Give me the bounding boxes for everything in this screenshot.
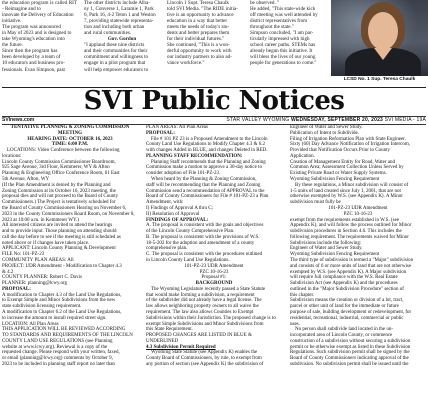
notice-line: Creation of Management Entity for Road, Water and (290, 159, 396, 165)
article-line: school career paths. STEMs has (250, 42, 316, 49)
notice-line: Appendix K), and will follow the process outlined for Minor (290, 223, 412, 229)
article-line: "I applaud these nine districts (84, 42, 145, 49)
notice-line: PROPOSAL: (146, 130, 175, 136)
notice-line: construction of a subdivision without securing a subdivision (290, 338, 411, 344)
issue-date: WEDNESDAY, SEPTEMBER 20, 2023 (291, 117, 384, 123)
article-line: told SVI Media. "The RIDE initia- (167, 6, 238, 13)
notice-line: locations: (2, 153, 22, 159)
article-line: Lincoln 1 Supt. Teresa Chaulk (167, 0, 229, 6)
notice-line: All interested citizens are invited to attend the hearings (2, 223, 113, 229)
article-line: derful opportunity to work with (167, 48, 232, 55)
article-line: education in a way that better (167, 18, 228, 25)
notice-line: of the Lincoln County Comprehensive Plan. (146, 229, 235, 235)
notice-line: A modification to Chapter 4.3 of the Land Use Regulations, (2, 292, 122, 298)
notice-line: to Exempt Simple and Minor Subdivisions from the new (2, 298, 116, 304)
article-line: for their individual futures." (167, 36, 225, 43)
notice-line: Board of County Commissioners indicating approval of the (290, 356, 409, 362)
article-line: the future. (2, 42, 23, 49)
notice-line: TENTATIVE PLANNING & ZONING COMMISSION (10, 125, 130, 130)
notice-line: 1-5 units of land created since July 1, 2001, that are not (290, 188, 401, 194)
photo-caption: LCSD No. 1 Sup. Teresa Chaulk (343, 77, 416, 82)
article-line: meets the needs of today's stu- (167, 24, 230, 31)
notice-line: PROPOSAL: (2, 286, 31, 292)
notice-line: Wyoming Subdivision Fencing Requirement (290, 177, 380, 183)
notice-line: Existing Private Road or Water Supply Systems. (290, 171, 387, 177)
notice-line: subdivision. No subdivision permit shall be issued until the (290, 362, 409, 368)
notice-line: COUNTY LAND USE REGULATIONS (see Planning (2, 338, 113, 344)
notice-line: requested change. Please respond with your written, faxed, (2, 350, 120, 356)
notice-line: 4.3 Subdivision Permit Required (146, 344, 216, 350)
notice-line: Subdivision means the creation or division of a lot, tract, (290, 298, 404, 304)
notice-line: Wyoming State Statute (see Appendix K) enables the (151, 350, 258, 356)
notice-line: otherwise exempted by W.S. (see Appendix K). A Minor (290, 194, 403, 200)
article-column-2 (84, 0, 160, 73)
section-masthead: SVI Public Notices (83, 86, 345, 116)
article-line: off meeting was well attended by (250, 12, 318, 19)
article-line: take Wyoming's education into (2, 36, 65, 43)
notice-line: law allows neighboring property owners to all waive the (146, 304, 259, 310)
notice-line: Wyoming Subdivision Fencing Requirement (290, 252, 380, 258)
notice-line: Commission send a recommendation of APPROVAL to the (146, 188, 265, 194)
article-line: the education program is called RIT - Reimagine and to (2, 0, 77, 13)
notice-line: Provided that Notification Occurs Prior to County (290, 148, 390, 154)
article-line: 7, providing statewide representa- (84, 18, 154, 25)
notice-line: requirement. The law also allows Counties to Exempt (146, 310, 254, 315)
notice-line: FILE No: 101-PZ-23 (2, 252, 45, 258)
article-line: engage in a pilot program that (84, 60, 146, 67)
article-line: Gov. Gordon (107, 36, 137, 43)
notice-line: 2023 in the County Commissioners Board Room, on November 8, (2, 211, 135, 217)
notice-line: parcel or other unit of land for the immediate or future (290, 304, 399, 310)
notice-line: Sixty (60) Day Advance Notification of Irrigation Intercom, (290, 142, 410, 148)
notice-line: outlined in the "Major Subdivision Procedure" section of (290, 286, 404, 292)
notice-line: purpose of sale, building development or redevelopment, for (290, 310, 412, 315)
notice-line: The third type of subdivision is termed a "Major" subdivision (290, 257, 414, 263)
article-line: tion and including both urban (84, 24, 145, 31)
article-line: people for generations to come." (250, 60, 317, 67)
notice-line: Subdivisions include the following: (290, 240, 362, 246)
notice-line: with changes Added in BLUE, and changes Deleted in RED. (146, 148, 268, 154)
article-line: The program was announced (2, 24, 61, 31)
notice-line: LOCATION: All Plan Areas (2, 321, 59, 327)
folio-info (226, 117, 426, 124)
paper-name: STAR VALLEY WYOMING (226, 117, 290, 123)
notice-line: I) Findings of Approval A thru C; (146, 205, 213, 211)
article-line: already begun this initiative. It (250, 48, 313, 55)
notice-line: The Wyoming Legislature recently passed a State Statute (151, 286, 266, 292)
notice-line: Filing of Irrigation Reformation Plan with State Engineer. (290, 136, 406, 142)
notice-line: any portion of section (see Appendix K) the subdivision of (146, 362, 264, 368)
notice-line: this chapter. (290, 292, 315, 298)
notice-line: A modification to Chapter 6.2 of the Land Use Regulations, (2, 310, 122, 315)
notice-line: subdivision procedures in Section 4.6. This includes the (290, 229, 402, 235)
notice-line: TO STANDARDS AND REQUIREMENTS OF THE LINCOLN (2, 333, 133, 339)
article-line: and rural communities. (84, 30, 132, 37)
notice-line: following requirement. The requirements waived for Minor (290, 234, 409, 240)
notice-line: staff will be recommending that the Planning and Zoning (146, 182, 261, 188)
article-line: 6, Park 16, 4-2 Teton 1 and Weston (84, 12, 156, 19)
notice-line: By these regulations, a Minor subdivision will consist of (295, 182, 409, 188)
notice-line: No person shall subdivide land located in the un- (295, 327, 394, 333)
notice-column-2 (146, 125, 282, 400)
folio-bar (2, 116, 426, 125)
notice-line: Engineer of Water and Sewer Study. (290, 246, 363, 252)
notice-line: (If the Plan Amendment is denied by the Planning and (2, 182, 111, 188)
article-line: district representatives from (250, 18, 308, 25)
notice-line: PLANNING STAFF RECOMMENDATION: (146, 153, 243, 159)
article-line: Since then the program has (2, 48, 58, 55)
article-line: The other districts include Alba- (84, 0, 150, 6)
article-column-1 (2, 0, 77, 73)
notice-line: and to provide input. Those planning on attending should (2, 229, 117, 235)
page-section: SVI MEDIA - 19A (384, 117, 426, 123)
article-column-3 (167, 0, 243, 67)
notice-line: PZC 10-16-23 (199, 269, 229, 275)
article-line: 10 educators and business pro- (2, 60, 65, 67)
notice-line: B. The proposal is consistent with the provisions of W.S. (146, 234, 260, 240)
notice-line: County Land Use Regulations to Modify Chapter 4.3 & 6.2 (146, 142, 266, 148)
notice-line: HEARING DATE: OCTOBER 16, 2023 (27, 136, 113, 142)
notice-line: this State Requirement. (146, 327, 193, 333)
article-line: tive is an opportunity to advance (167, 12, 234, 19)
notice-line: Amendment, with: (146, 200, 184, 206)
notice-line: exempt from the requirements established in W.S. (see (290, 217, 400, 223)
notice-line: Subdivisions within their Jurisdiction. The proposed change is to (146, 315, 276, 321)
notice-line: Planning Staff recommends that the Planning and Zoning (151, 159, 266, 165)
notice-column-1 (2, 125, 138, 400)
notice-line: incorporated area of Lincoln County, or commence (290, 333, 393, 339)
article-line: fessionals. Evan Simpson, past (2, 66, 65, 73)
notice-line: LOCATIONS: Video Conference between the following (7, 148, 120, 154)
notice-line: residential, recreational, industrial, commercial or public (290, 315, 404, 321)
notice-line: Board of County Commissioners for File # 101-PZ-23 a Plan (146, 194, 269, 200)
notice-line: Zoning Commission at its October 16, 2023 meeting, the (2, 188, 116, 194)
article-line: He added, "This state-wide kick (250, 6, 316, 13)
notice-line: Application. (290, 153, 315, 159)
notice-line: 925 Sage Avenue, 3rd Floor, Kemmerer, WY & Afton (2, 165, 110, 171)
article-line: commitment and willingness to (84, 54, 149, 61)
notice-line: 2023 at 10:00 a.m. in Kemmerer WY.) (2, 217, 79, 223)
article-line: throughout the state." (250, 24, 294, 31)
notice-line: Publication of Intent to Subdivide. (290, 130, 360, 136)
notice-line: 2023 to be included in planning staff report no later than (2, 362, 115, 368)
notice-line: COUNTY PLANNER: Robert C. Davis (2, 275, 82, 281)
notice-line: Lincoln County Commission Commissioner Boardroom, (2, 159, 116, 165)
notice-line: MEETING (57, 130, 83, 136)
notice-line: state subdivision licensing requirement. (2, 304, 82, 310)
notice-line: proposal dies and will not proceed to the Board of County (2, 194, 119, 200)
notice-line: to increase the amount to install required street sign. (2, 315, 107, 321)
notice-line: TIME: 6:00 P.M. (51, 142, 89, 148)
article-line: vance workforce." (167, 60, 205, 67)
notice-line: uses. (290, 321, 300, 327)
notice-line: 101-PZ-23 UDR Amendment (184, 263, 244, 269)
notice-line: 101-PZ-23 UDR Amendment (328, 205, 388, 211)
article-line: will help empower educators to (84, 66, 149, 73)
notice-line: C. The proposal is consistent with the procedures outlined (146, 252, 263, 258)
notice-line: noted above or if changes have taken place. (2, 240, 90, 246)
top-article (0, 0, 428, 87)
notice-line: 5th Avenue, Afton, WY (2, 177, 50, 183)
notice-line: consider adoption of File 101-PZ-23. (146, 171, 221, 177)
notice-line: THIS APPLICATION WILL BE REVIEWED ACCORDING (2, 327, 126, 333)
notice-line: PLANNER: planning@lcwy.org (2, 281, 68, 287)
notice-line: PROJECT: UDR Amendment - Modification to Chapter 4.3 (2, 263, 122, 269)
article-line: and their communities for their (84, 48, 148, 55)
notice-line: Common Area; Assessment Collection Unless Served by (290, 165, 404, 171)
notice-line: in Lincoln County Land Use Regulations. (146, 257, 230, 263)
article-line: She continued, "This is a won- (167, 42, 230, 49)
notice-line: call the day before to see if the meeting is still scheduled as (2, 234, 121, 240)
notice-line: exempted by W.S. (see Appendix K). A Major subdivision (290, 269, 407, 275)
notice-line: File # 101 PZ 23 is a Proposed Amendment to the Lincoln (151, 136, 268, 142)
notice-line: Subdivision Act (see Appendix K) and the procedures (290, 281, 398, 287)
notice-line: Regulations. Such subdivision permit shall be signed by the (290, 350, 410, 356)
notice-line: Proposal #1: (201, 275, 227, 281)
notice-line: Engineer of Water and Sewer Study. (290, 125, 363, 130)
notice-line: II) Resolution of Approval (146, 211, 200, 217)
notice-column-3 (290, 125, 426, 400)
notice-line: or email (planning@lcwy.org) comments by October 9, (2, 356, 113, 362)
notice-line: UNDERLINED (146, 338, 179, 344)
notice-line: FINDINGS OF APPROVAL: (146, 217, 209, 223)
article-line: ticularly impressed with high (250, 36, 310, 43)
article-line: in May of 2023 and is designed to (2, 30, 72, 37)
notice-line: 18-5-202 for the adoption and amendment of a county (146, 240, 255, 246)
notice-line: subdivision must fully be (290, 200, 341, 206)
notice-line: Commission make a motion to approve a 30-day notice to (146, 165, 262, 171)
notice-line: will require full compliance with the W.S. Real Estate (290, 275, 398, 281)
notice-line: website at www.lcwy.org). Reviewal is a copy of the (2, 344, 108, 350)
notice-line: APPLICANT: Lincoln County Planning & Development (2, 246, 116, 252)
notice-line: permit or be otherwise exempt as listed in these Subdivision (290, 344, 411, 350)
notice-line: & 4.2 (2, 269, 14, 275)
notice-line: that would make forming a subdivision, a requirement (146, 292, 255, 298)
article-line: our industry partners to also ad- (167, 54, 232, 61)
superintendent-photo (331, 0, 428, 76)
notice-line: Commissioners.) The Project is tentatively scheduled for (2, 200, 116, 206)
notice-line: exempt Simple Subdivisions and Minor Subdivisions from (146, 321, 264, 327)
article-line: will bless the lives of our young (250, 54, 316, 61)
article-line: dents and better prepares them (167, 30, 230, 37)
article-line: been developed by a team of (2, 54, 61, 61)
notice-line: of the subdivider did not already have a legal license. The (146, 298, 262, 304)
notice-line: A. The proposal is consistent with the goals and objectives (146, 223, 264, 229)
notice-line: Planning & Engineering Office Conference Room, 61 East (2, 171, 120, 177)
article-line: ny 1, Converse 1, Laramie 1, Park (84, 6, 154, 13)
notice-line: COMMUNITY PLAN AREAS: All (2, 257, 74, 263)
article-column-4 (250, 0, 326, 67)
notice-line: the Board of County Commissioners Hearing on November 6, (2, 205, 127, 211)
notice-line: PROPOSED CHANGES ARE LISTED IN BLUE & (146, 333, 252, 339)
notice-line: BACKGROUND (195, 281, 233, 287)
article-line: initiative. (2, 18, 22, 25)
notice-line: When heard by the Planning & Zoning Commission, (151, 177, 257, 183)
notice-line: and consists of 6 or more units of land that are not otherwise (290, 263, 412, 269)
article-line: be observed. " (250, 0, 280, 6)
notice-line: PLAN AREAS: All Plan Areas (146, 125, 208, 130)
notice-line: County Board of Commissioners, by rule, to exempt from (146, 356, 262, 362)
notice-line: PZC 10-16-23 (343, 211, 373, 217)
website-label: SVInews.com (2, 117, 35, 123)
article-line: innovate the Delivery of Education (2, 12, 74, 19)
notice-line: comprehensive plan. (146, 246, 188, 252)
article-line: Simpson concluded, "I am par- (250, 30, 314, 37)
